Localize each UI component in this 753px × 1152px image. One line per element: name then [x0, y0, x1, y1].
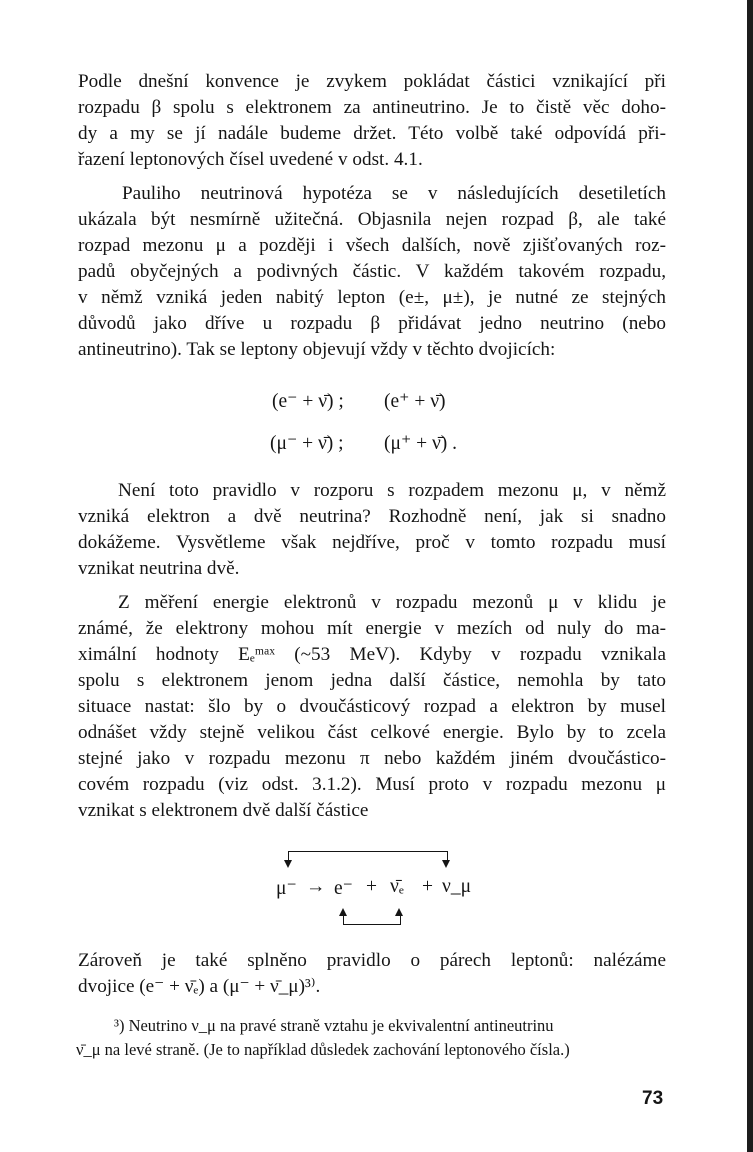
text-line: stejné jako v rozpadu mezonu π nebo každém jiném dvoučástico- [78, 748, 666, 769]
decay-neutrino-mu: ν_μ [442, 876, 472, 897]
paragraph-3 [78, 478, 666, 582]
decay-arrow: → [306, 876, 326, 897]
equation-electron-neg: (e⁻ + ν̄) ; [272, 391, 344, 412]
equation-electron-pos: (e⁺ + ν̄) [384, 391, 446, 412]
text-line: v němž vzniká jeden nabitý lepton (e±, μ±), je nutné ze stejných [78, 287, 666, 308]
text-line: dvojice (e⁻ + ν̄ₑ) a (μ⁻ + ν̄_μ)³⁾. [78, 976, 321, 997]
text-line: důvodů jako dříve u rozpadu β přidávat jedno neutrino (nebo [78, 313, 666, 334]
arrow-down-right [442, 860, 450, 868]
decay-muon: μ⁻ [276, 878, 297, 899]
text-line: ximální hodnoty Eₑᵐᵃˣ (~53 MeV). Kdyby v rozpadu vznikala [78, 644, 666, 665]
text-line: covém rozpadu (viz odst. 3.1.2). Musí proto v rozpadu mezonu μ [78, 774, 666, 795]
text-line: dokážeme. Vysvětleme však nejdříve, proč v tomto rozpadu musí [78, 532, 666, 553]
text-line: Podle dnešní konvence je zvykem pokládat částici vznikající při [78, 71, 666, 92]
text-line: Není toto pravidlo v rozporu s rozpadem mezonu μ, v němž [118, 480, 666, 501]
arrow-up-right [395, 908, 403, 916]
arrow-up-left [339, 908, 347, 916]
text-line: situace nastat: šlo by o dvoučásticový rozpad a elektron by musel [78, 696, 666, 717]
paragraph-4 [78, 590, 666, 824]
text-line: antineutrino). Tak se leptony objevují vždy v těchto dvojicích: [78, 339, 556, 360]
text-line: dy a my se jí nadále budeme držet. Této volbě také odpovídá při- [78, 123, 666, 144]
text-line: rozpad mezonu μ a později i všech dalších, nově zjišťovaných roz- [78, 235, 666, 256]
text-line: známé, že elektrony mohou mít energie v mezích od nuly do ma- [78, 618, 666, 639]
text-line: vzniká elektron a dvě neutrina? Rozhodně není, jak si snadno [78, 506, 666, 527]
text-line: Zároveň je také splněno pravidlo o párech leptonů: nalézáme [78, 950, 666, 971]
decay-plus-2: + [422, 876, 433, 897]
text-line: vznikat neutrina dvě. [78, 558, 240, 579]
footnote [76, 1014, 668, 1062]
footnote-line: ν̄_μ na levé straně. (Je to například důsledek zachování leptonového čísla.) [76, 1040, 570, 1059]
text-line: Pauliho neutrinová hypotéza se v následujících desetiletích [122, 183, 666, 204]
equation-muon-pos: (μ⁺ + ν̄) . [384, 433, 458, 454]
bottom-bracket [343, 916, 401, 925]
text-line: spolu s elektronem jenom jedna další částice, nemohla by tato [78, 670, 666, 691]
text-line: padů obyčejných a podivných částic. V každém takovém rozpadu, [78, 261, 666, 282]
page-number: 73 [642, 1088, 664, 1109]
text-line: vznikat s elektronem dvě další částice [78, 800, 369, 821]
footnote-line: ³) Neutrino ν_μ na pravé straně vztahu je ekvivalentní antineutrinu [114, 1016, 554, 1035]
paragraph-2 [78, 181, 666, 363]
arrow-down-left [284, 860, 292, 868]
top-bracket [288, 851, 448, 861]
text-line: ukázala být nesmírně užitečná. Objasnila nejen rozpad β, ale také [78, 209, 666, 230]
page-edge-shadow [747, 0, 753, 1152]
decay-antineutrino-e: ν̄ₑ [390, 876, 404, 897]
equation-muon-neg: (μ⁻ + ν̄) ; [270, 433, 344, 454]
paragraph-5 [78, 948, 666, 1000]
text-line: Z měření energie elektronů v rozpadu mezonů μ v klidu je [118, 592, 666, 613]
paragraph-1 [78, 69, 666, 173]
text-line: rozpadu β spolu s elektronem za antineutrino. Je to čistě věc doho- [78, 97, 666, 118]
text-line: řazení leptonových čísel uvedené v odst. 4.1. [78, 149, 423, 170]
text-line: odnášet vždy stejně velikou část celkové energie. Bylo by to zcela [78, 722, 666, 743]
decay-electron: e⁻ [334, 878, 353, 899]
decay-plus-1: + [366, 876, 377, 897]
